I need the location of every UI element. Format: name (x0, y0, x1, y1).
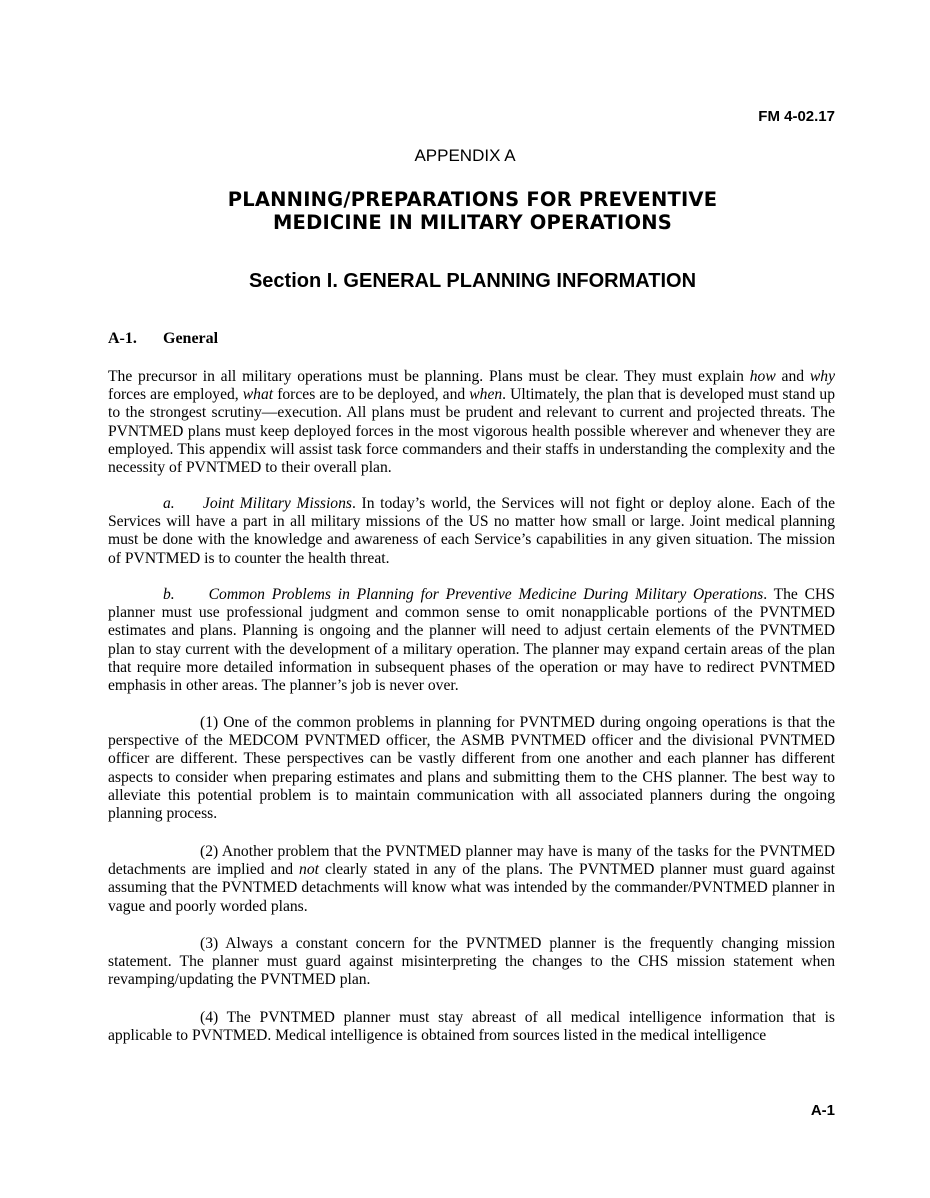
text-run: clearly stated in any of the plans. The PVNTMED planner must guard against assuming that the PVNTMED detachments will know what was intended by the commander/PVNTMED planner in vague and poorly worded plans. (108, 861, 835, 915)
emphasis-what: what (242, 386, 274, 404)
emphasis-not: not (299, 861, 319, 879)
appendix-label: APPENDIX A (414, 146, 516, 165)
paragraph-a (108, 495, 835, 568)
text-run: . Ultimately, the plan that is developed must stand up to the strongest scrutiny—execution. All plans must be prudent and relevant to current and projected threats. The PVNTMED plans must keep deployed forces in the most vigorous health possible wherever and whenever they are employed. This appendix will assist task force commanders and their staffs in understanding the complexity and the necessity of PVNTMED to their overall plan. (108, 386, 835, 477)
text-run: and (775, 368, 810, 385)
paragraph-b-2 (108, 843, 835, 916)
emphasis-how: how (749, 368, 776, 385)
paragraph-heading (108, 330, 218, 348)
manual-id: FM 4-02.17 (758, 108, 835, 125)
text-run: . The CHS planner must use professional judgment and common sense to omit nonapplicable portions of the PVNTMED estimates and plans. Planning is ongoing and the planner will need to adjust certain elements of the PVNTMED plan to stay current with the development of a military operation. The planner may expand certain areas of the plan that require more detailed information in subsequent phases of the operation or may have to redirect PVNTMED emphasis in other areas. The planner’s job is never over. (108, 586, 835, 695)
text-run: . In today’s world, the Services will not fight or deploy alone. Each of the Services will have a part in all military missions of the US no matter how small or large. Joint medical planning must be done with the knowledge and awareness of each Service’s capabilities in any given situation. The mission of PVNTMED is to counter the health threat. (108, 495, 835, 567)
subparagraph-label: b. (163, 586, 175, 603)
emphasis-when: when (469, 386, 503, 404)
text-run: forces are to be deployed, and (273, 386, 470, 404)
subparagraph-label: a. (163, 495, 175, 512)
text-run: The precursor in all military operations must be planning. Plans must be clear. They must explain (108, 368, 750, 385)
paragraph-b-3: (3) Always a constant concern for the PVNTMED planner is the frequently changing mission statement. The planner must guard against misinterpreting the changes to the CHS mission statement when revamping/updating the PVNTMED plan. (108, 935, 835, 989)
paragraph-b-4: (4) The PVNTMED planner must stay abreast of all medical intelligence information that is applicable to PVNTMED. Medical intelligence is obtained from sources listed in the medical intelligence (108, 1009, 835, 1045)
heading-number: A-1. (108, 330, 137, 347)
paragraph-general (108, 368, 835, 477)
title-line-1: PLANNING/PREPARATIONS FOR PREVENTIVE (227, 188, 718, 211)
title-line-2: MEDICINE IN MILITARY OPERATIONS (272, 211, 673, 234)
paragraph-b (108, 586, 835, 695)
section-title: Section I. GENERAL PLANNING INFORMATION (248, 270, 697, 292)
page-number: A-1 (810, 1102, 835, 1119)
subparagraph-title: Common Problems in Planning for Preventive Medicine During Military Operations (208, 586, 764, 603)
page-title (0, 188, 930, 234)
subparagraph-title: Joint Military Missions (202, 495, 352, 512)
emphasis-why: why (809, 368, 836, 385)
paragraph-b-1: (1) One of the common problems in planning for PVNTMED during ongoing operations is that the perspective of the MEDCOM PVNTMED officer, the ASMB PVNTMED officer and the divisional PVNTMED officer are different. These perspectives can be vastly different from one another and each planner has different aspects to consider when preparing estimates and plans and submitting them to the CHS planner. The best way to alleviate this potential problem is to maintain communication with all associated planners during the ongoing planning process. (108, 714, 835, 823)
text-run: forces are employed, (108, 386, 243, 404)
text-run: (2) Another problem that the PVNTMED planner may have is many of the tasks for the PVNTMED detachments are implied and (108, 843, 835, 879)
heading-label: General (163, 330, 219, 347)
